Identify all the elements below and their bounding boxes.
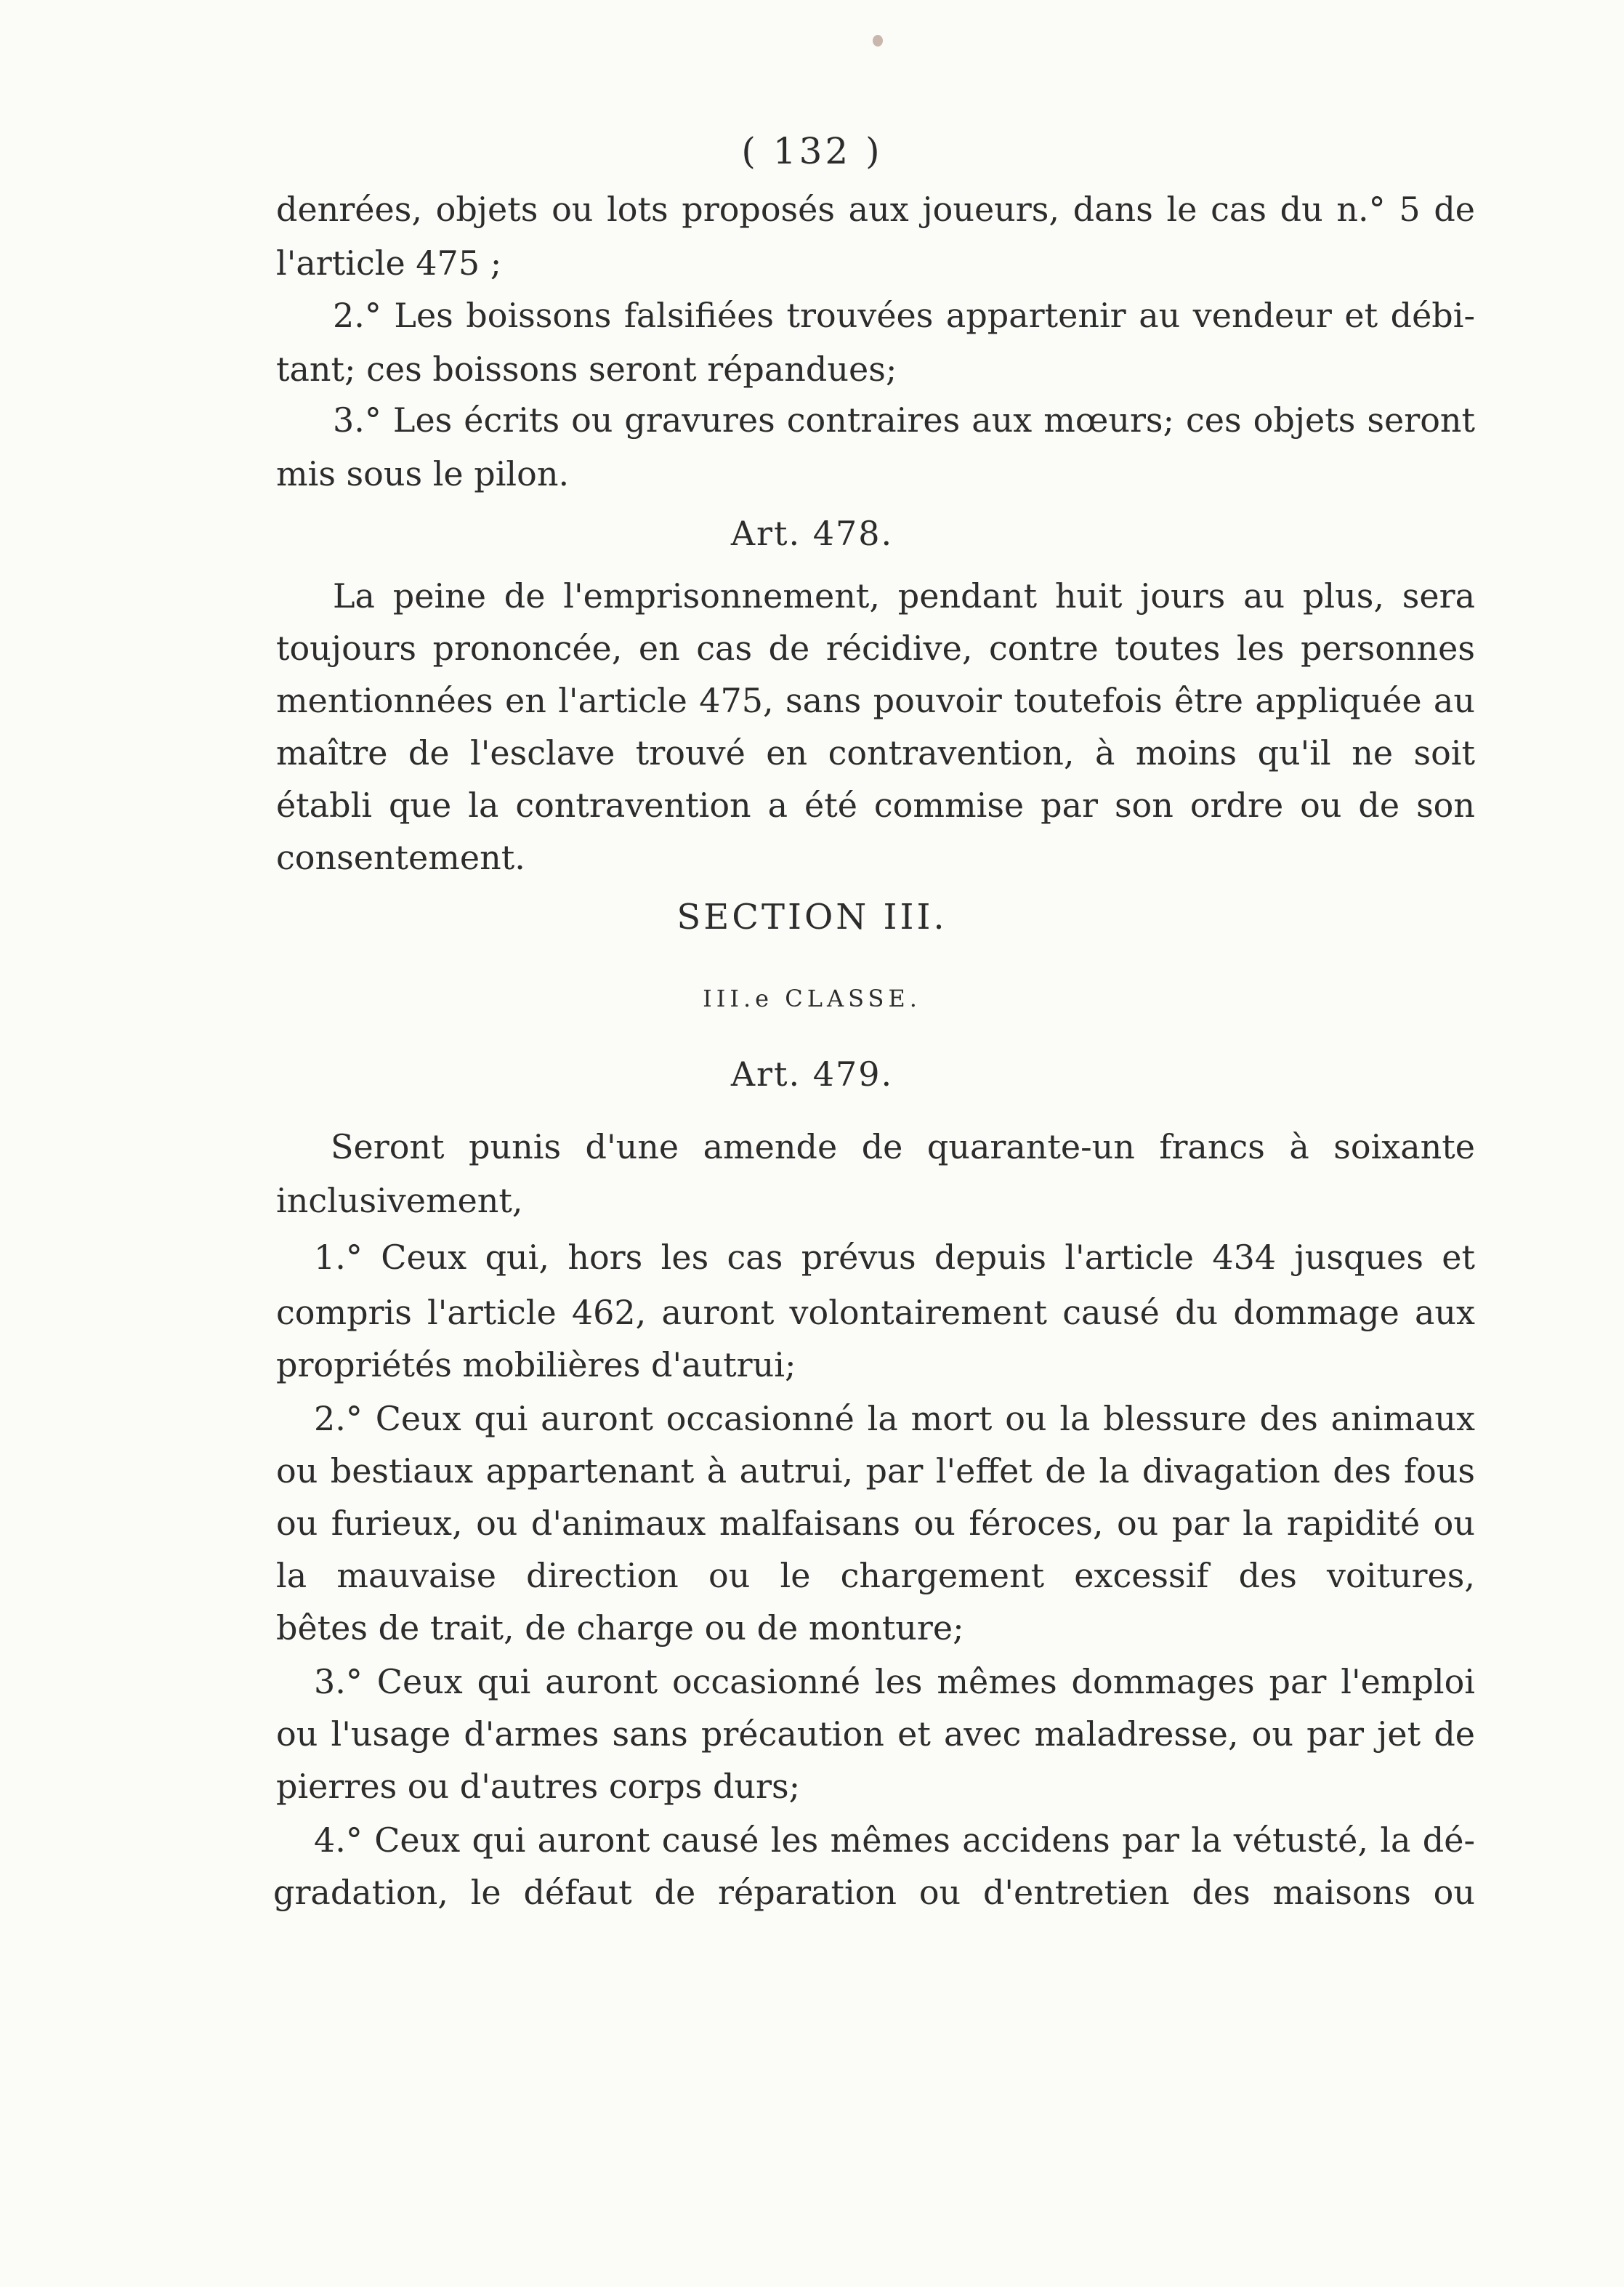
text-line: l'article 475 ;	[276, 243, 502, 283]
text-line: établi que la contravention a été commise par son ordre ou de son	[276, 786, 1475, 825]
text-line: maître de l'esclave trouvé en contravention, à moins qu'il ne soit	[276, 733, 1475, 773]
text-line: 1.° Ceux qui, hors les cas prévus depuis l'article 434 jusques et	[314, 1238, 1475, 1277]
text-line: denrées, objets ou lots proposés aux joueurs, dans le cas du n.° 5 de	[276, 190, 1475, 229]
article-heading: Art. 478.	[730, 514, 894, 553]
text-line: mentionnées en l'article 475, sans pouvoir toutefois être appliquée au	[276, 681, 1475, 720]
text-line: gradation, le défaut de réparation ou d'entretien des maisons ou	[273, 1873, 1475, 1912]
page-number: ( 132 )	[741, 130, 883, 172]
section-heading: SECTION III.	[676, 897, 948, 937]
text-line: ou l'usage d'armes sans précaution et avec maladresse, ou par jet de	[276, 1714, 1475, 1754]
paper-speck	[873, 35, 883, 47]
text-line: La peine de l'emprisonnement, pendant huit jours au plus, sera	[333, 576, 1475, 616]
article-heading: Art. 479.	[730, 1054, 894, 1094]
text-line: mis sous le pilon.	[276, 454, 570, 493]
text-line: toujours prononcée, en cas de récidive, contre toutes les personnes	[276, 629, 1475, 668]
text-line: 2.° Ceux qui auront occasionné la mort ou la blessure des animaux	[314, 1399, 1475, 1438]
text-line: ou furieux, ou d'animaux malfaisans ou féroces, ou par la rapidité ou	[276, 1504, 1475, 1543]
text-line: compris l'article 462, auront volontairement causé du dommage aux	[276, 1293, 1475, 1332]
text-line: 3.° Ceux qui auront occasionné les mêmes dommages par l'emploi	[314, 1662, 1475, 1701]
text-line: la mauvaise direction ou le chargement excessif des voitures,	[276, 1556, 1475, 1595]
text-line: inclusivement,	[276, 1181, 523, 1220]
text-line: pierres ou d'autres corps durs;	[276, 1767, 801, 1806]
text-line: Seront punis d'une amende de quarante-un francs à soixante	[331, 1127, 1475, 1166]
text-line: bêtes de trait, de charge ou de monture;	[276, 1608, 964, 1647]
text-line: propriétés mobilières d'autrui;	[276, 1345, 796, 1384]
text-line: consentement.	[276, 838, 525, 877]
class-heading: III.e CLASSE.	[703, 985, 921, 1012]
text-line: 4.° Ceux qui auront causé les mêmes accidens par la vétusté, la dé-	[314, 1820, 1475, 1860]
text-line: 3.° Les écrits ou gravures contraires aux mœurs; ces objets seront	[333, 400, 1475, 440]
text-line: 2.° Les boissons falsifiées trouvées appartenir au vendeur et débi-	[333, 296, 1475, 335]
text-line: tant; ces boissons seront répandues;	[276, 350, 897, 389]
text-line: ou bestiaux appartenant à autrui, par l'effet de la divagation des fous	[276, 1451, 1475, 1491]
